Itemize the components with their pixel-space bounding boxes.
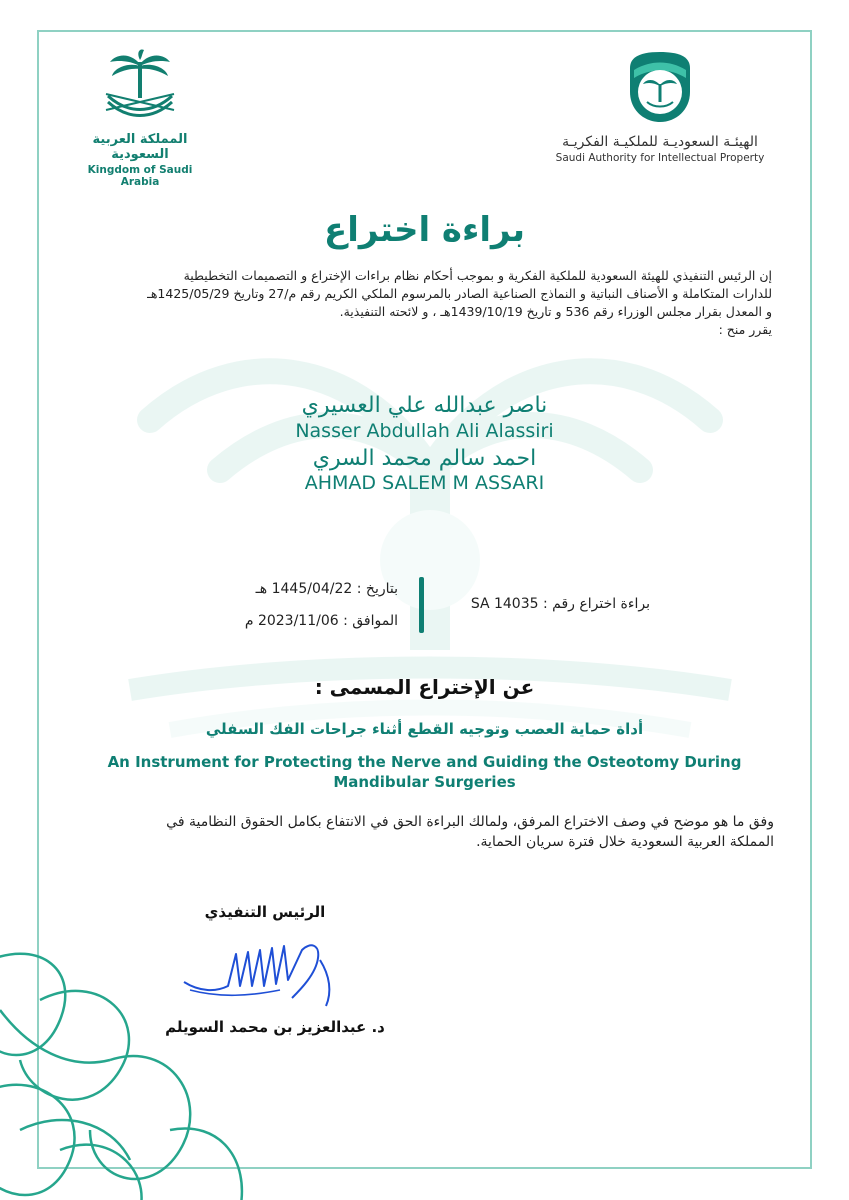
preamble-line: إن الرئيس التنفيذي للهيئة السعودية للملكية الفكرية و بموجب أحكام نظام براءات الإختراع و التصميمات التخطيطية	[183, 268, 772, 283]
grantee-1-name-ar: ناصر عبدالله علي العسيري	[301, 393, 548, 418]
preamble-line: يقرر منح :	[718, 322, 772, 337]
kingdom-name-en: Kingdom of Saudi Arabia	[87, 164, 193, 188]
signatory-name: د. عبدالعزيز بن محمد السويلم	[165, 1018, 385, 1036]
certificate-title: براءة اختراع	[324, 210, 525, 250]
vertical-divider	[419, 577, 424, 633]
date-hijri-value: 1445/04/22 هـ	[255, 581, 353, 597]
preamble-text	[80, 267, 772, 339]
decorative-corner-pattern	[0, 930, 260, 1200]
invention-heading: عن الإختراع المسمى :	[314, 675, 535, 699]
saip-name-ar: الهيئـة السعوديـة للملكيـة الفكريـة	[562, 134, 758, 150]
palm-watermark-icon	[110, 300, 750, 820]
date-gregorian	[230, 613, 398, 629]
palm-swords-emblem-icon	[100, 48, 180, 124]
date-hijri-label: بتاريخ :	[356, 581, 398, 597]
patent-number	[430, 596, 650, 612]
kingdom-name-ar: المملكة العربية السعودية	[92, 132, 188, 162]
saip-emblem-icon	[620, 48, 700, 126]
rights-line: وفق ما هو موضح في وصف الاختراع المرفق، ولمالك البراءة الحق في الانتفاع بكامل الحقوق النظامية في	[166, 814, 774, 830]
preamble-line: و المعدل بقرار مجلس الوزراء رقم 536 و تاريخ 1439/10/19هـ ، و لائحته التنفيذية.	[339, 304, 772, 319]
invention-title-ar: أداة حماية العصب وتوجيه القطع أثناء جراحات الفك السفلي	[205, 720, 644, 738]
saip-name-en: Saudi Authority for Intellectual Property	[555, 152, 765, 164]
kingdom-logo	[70, 48, 210, 188]
date-greg-value: 2023/11/06 م	[244, 613, 339, 629]
grantee-1-name-en: Nasser Abdullah Ali Alassiri	[295, 420, 554, 442]
preamble-line: للدارات المتكاملة و الأصناف النباتية و النماذج الصناعية الصادر بالمرسوم الملكي الكريم رقم م/27 وتاريخ 1425/05/29هـ	[147, 286, 772, 301]
rights-text	[70, 812, 774, 852]
date-hijri	[230, 581, 398, 597]
rights-line: المملكة العربية السعودية خلال فترة سريان الحماية.	[476, 834, 774, 850]
signatory-title: الرئيس التنفيذي	[204, 903, 326, 921]
date-greg-label: الموافق :	[343, 613, 398, 629]
patent-number-label: براءة اختراع رقم :	[542, 596, 650, 612]
grantee-2-name-ar: احمد سالم محمد السري	[312, 446, 537, 471]
invention-title-en: An Instrument for Protecting the Nerve and Guiding the Osteotomy During Mandibular Surgeries	[107, 753, 742, 791]
grantee-2-name-en: AHMAD SALEM M ASSARI	[304, 472, 545, 494]
saip-logo	[540, 48, 780, 164]
patent-number-value: SA 14035	[470, 596, 539, 612]
